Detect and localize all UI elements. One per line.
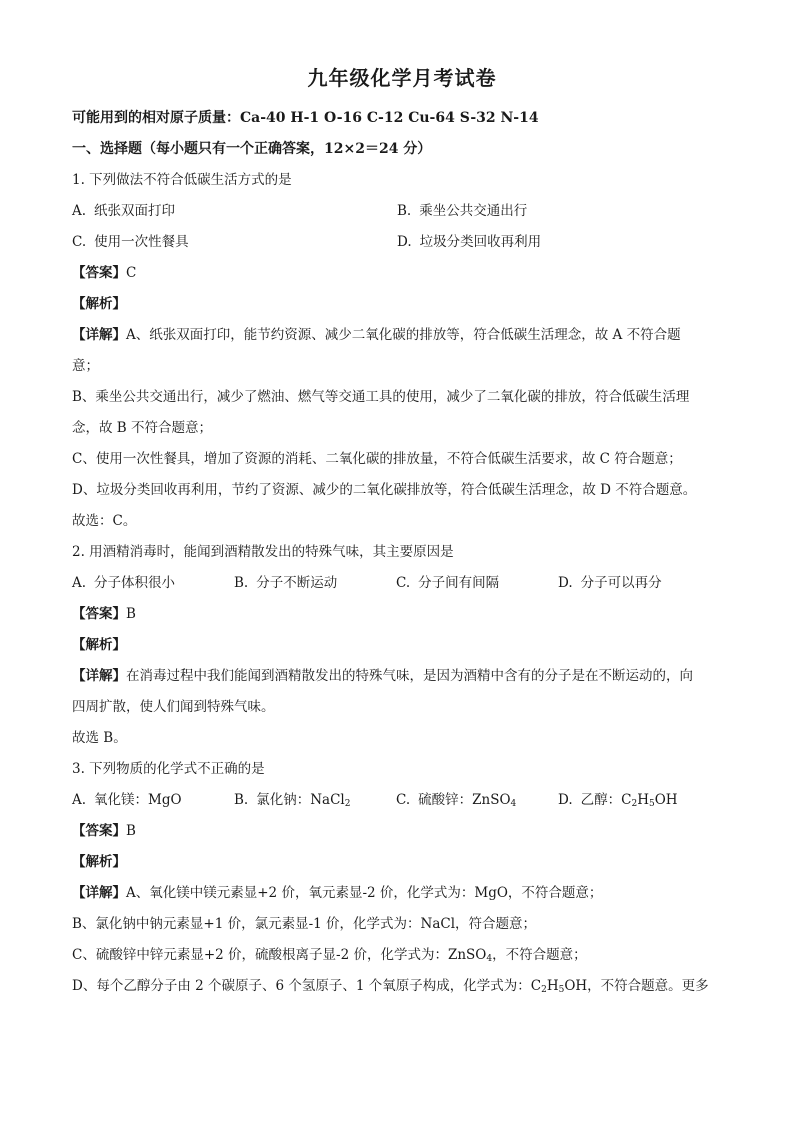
- q1-detail-line-1: 【详解】A、纸张双面打印，能节约资源、减少二氧化碳的排放等，符合低碳生活理念，故 A 不符合题: [72, 327, 681, 343]
- q1-option-c: C. 使用一次性餐具: [72, 234, 189, 250]
- q1-option-a: A. 纸张双面打印: [72, 203, 176, 219]
- question-2-options: [72, 568, 732, 599]
- question-1-options-row-2: [72, 227, 732, 258]
- q1-detail-line-6: D、垃圾分类回收再利用，节约了资源、减少的二氧化碳排放等，符合低碳生活理念，故 D 不符合题意。: [72, 482, 697, 498]
- q1-detail-line-3: B、乘坐公共交通出行，减少了燃油、燃气等交通工具的使用，减少了二氧化碳的排放，符合低碳生活理: [72, 389, 690, 405]
- q2-option-d: D. 分子可以再分: [558, 575, 662, 591]
- question-1-stem: 1. 下列做法不符合低碳生活方式的是: [72, 172, 292, 188]
- q2-option-c: C. 分子间有间隔: [396, 575, 500, 591]
- q2-option-b: B. 分子不断运动: [234, 575, 338, 591]
- q3-option-b: B. 氯化钠：NaCl$_2$: [234, 792, 351, 809]
- q3-detail-line-4: D、每个乙醇分子由 2 个碳原子、6 个氢原子、1 个氧原子构成，化学式为：$C_2H_5OH$，不符合题意。更多: [72, 978, 709, 995]
- q1-detail-line-2: 意；: [72, 358, 99, 374]
- page-title: 九年级化学月考试卷: [307, 66, 497, 90]
- q3-detail-line-2: B、氯化钠中钠元素显+1 价，氯元素显-1 价，化学式为：NaCl，符合题意；: [72, 916, 537, 932]
- question-2-stem: 2. 用酒精消毒时，能闻到酒精散发出的特殊气味，其主要原因是: [72, 544, 454, 560]
- q1-option-b: B. 乘坐公共交通出行: [397, 203, 528, 219]
- q3-option-a: A. 氧化镁：MgO: [72, 792, 182, 808]
- q1-conclusion: 故选：C。: [72, 513, 137, 529]
- q1-option-d: D. 垃圾分类回收再利用: [397, 234, 542, 250]
- q2-option-a: A. 分子体积很小: [72, 575, 176, 591]
- q1-detail-line-5: C、使用一次性餐具，增加了资源的消耗、二氧化碳的排放量，不符合低碳生活要求，故 C 符合题意；: [72, 451, 682, 467]
- question-3-stem: 3. 下列物质的化学式不正确的是: [72, 761, 265, 777]
- q3-detail-line-3: C、硫酸锌中锌元素显+2 价，硫酸根离子显-2 价，化学式为：ZnSO$_4$，不符合题意；: [72, 947, 587, 964]
- q3-detail-line-1: 【详解】A、氧化镁中镁元素显+2 价，氧元素显-2 价，化学式为：MgO，不符合题意；: [72, 885, 603, 901]
- q3-option-d: D. 乙醇：$C_2H_5OH$: [558, 792, 678, 809]
- q2-answer: 【答案】B: [72, 606, 136, 622]
- q2-detail-line-2: 四周扩散，使人们闻到特殊气味。: [72, 699, 275, 715]
- q3-analysis-label: 【解析】: [72, 854, 126, 870]
- atomic-masses: 可能用到的相对原子质量：Ca-40 H-1 O-16 C-12 Cu-64 S-32 N-14: [72, 110, 539, 126]
- section-heading: 一、选择题（每小题只有一个正确答案，12×2＝24 分）: [72, 141, 432, 157]
- q2-detail-line-1: 【详解】在消毒过程中我们能闻到酒精散发出的特殊气味，是因为酒精中含有的分子是在不断运动的，向: [72, 668, 693, 684]
- exam-page: [72, 62, 732, 1002]
- q2-analysis-label: 【解析】: [72, 637, 126, 653]
- question-1-options-row-1: [72, 196, 732, 227]
- q1-detail-line-4: 念，故 B 不符合题意；: [72, 420, 213, 436]
- q1-answer: 【答案】C: [72, 265, 137, 281]
- q3-answer: 【答案】B: [72, 823, 136, 839]
- question-3-options: [72, 785, 732, 816]
- q1-analysis-label: 【解析】: [72, 296, 126, 312]
- q3-option-c: C. 硫酸锌：ZnSO$_4$: [396, 792, 517, 809]
- q2-conclusion: 故选 B。: [72, 730, 127, 746]
